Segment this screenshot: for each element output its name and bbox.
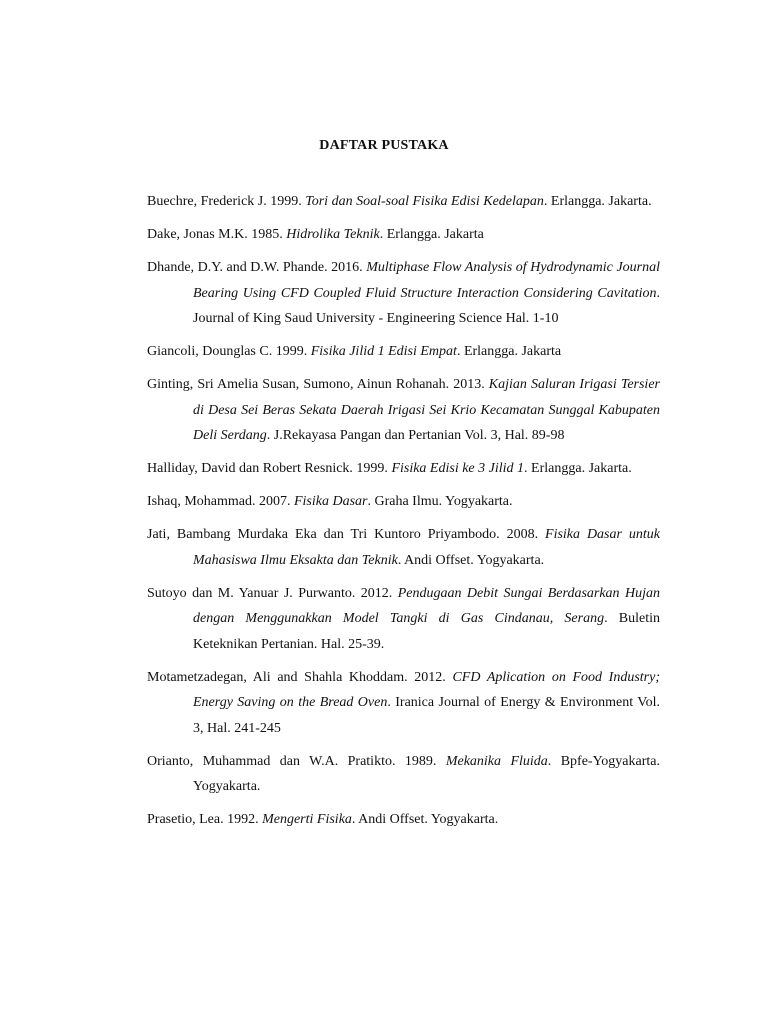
reference-title: Fisika Dasar [293, 494, 368, 509]
reference-text: Giancoli, Dounglas C. 1999. [147, 344, 311, 359]
reference-item [147, 749, 660, 800]
reference-text: Halliday, David dan Robert Resnick. 1999. [147, 461, 392, 476]
reference-publisher: . Journal of King Saud University - Engineering Science Hal. 1-10 [193, 285, 660, 326]
reference-text: Prasetio, Lea. 1992. [147, 812, 263, 827]
reference-publisher: . Erlangga. Jakarta [456, 344, 562, 359]
reference-item [147, 339, 660, 365]
reference-text: Dake, Jonas M.K. 1985. [147, 227, 287, 242]
reference-item [147, 372, 660, 449]
reference-publisher: . Buletin Keteknikan Pertanian. Hal. 25-39. [193, 611, 660, 652]
reference-item [147, 665, 660, 742]
reference-text: Ishaq, Mohammad. 2007. [147, 494, 294, 509]
reference-title: Mengerti Fisika [262, 812, 352, 827]
reference-text: Buechre, Frederick J. 1999. [147, 194, 306, 209]
reference-item [147, 189, 660, 215]
reference-text: Motametzadegan, Ali and Shahla Khoddam. 2012. [147, 669, 453, 685]
reference-publisher: . Andi Offset. Yogyakarta. [351, 812, 499, 827]
reference-publisher: . J.Rekayasa Pangan dan Pertanian Vol. 3, Hal. 89-98 [266, 428, 565, 443]
reference-title: Tori dan Soal-soal Fisika Edisi Kedelapan [305, 194, 544, 209]
reference-publisher: . Iranica Journal of Energy & Environment Vol. 3, Hal. 241-245 [193, 695, 660, 736]
reference-title: Mekanika Fluida [445, 753, 548, 769]
reference-title: Fisika Dasar untuk Mahasiswa Ilmu Eksakta dan Teknik [193, 527, 660, 568]
reference-item [147, 222, 660, 248]
reference-publisher: . Bpfe-Yogyakarta. Yogyakarta. [193, 753, 660, 794]
reference-publisher: . Erlangga. Jakarta [379, 227, 484, 242]
reference-item [147, 456, 660, 482]
reference-item [147, 489, 660, 515]
reference-title: Fisika Jilid 1 Edisi Empat [310, 344, 457, 359]
reference-text: Ginting, Sri Amelia Susan, Sumono, Ainun Rohanah. 2013. [147, 377, 489, 392]
reference-text: Sutoyo dan M. Yanuar J. Purwanto. 2012. [147, 585, 398, 601]
reference-publisher: . Erlangga. Jakarta. [524, 461, 632, 476]
reference-item [147, 581, 660, 658]
reference-text: Orianto, Muhammad dan W.A. Pratikto. 1989. [147, 753, 446, 769]
reference-item [147, 255, 660, 332]
reference-item [147, 807, 660, 833]
reference-title: Fisika Edisi ke 3 Jilid 1 [391, 461, 525, 476]
reference-text: Dhande, D.Y. and D.W. Phande. 2016. [147, 260, 367, 275]
reference-title: Pendugaan Debit Sungai Berdasarkan Hujan dengan Menggunakkan Model Tangki di Gas Cindanau, Serang [193, 585, 660, 626]
reference-title: Kajian Saluran Irigasi Tersier di Desa Sei Beras Sekata Daerah Irigasi Sei Krio Kecamatan Sunggal Kabupaten Deli Serdang [193, 377, 660, 443]
reference-title: Multiphase Flow Analysis of Hydrodynamic Journal Bearing Using CFD Coupled Fluid Structure Interaction Considering Cavitation [193, 260, 660, 301]
reference-publisher: . Andi Offset. Yogyakarta. [397, 552, 545, 568]
reference-item [147, 522, 660, 573]
reference-text: Jati, Bambang Murdaka Eka dan Tri Kuntoro Priyambodo. 2008. [147, 527, 546, 542]
reference-publisher: . Graha Ilmu. Yogyakarta. [367, 494, 513, 509]
reference-list [147, 189, 660, 840]
reference-title: Hidrolika Teknik [286, 227, 380, 242]
reference-title: CFD Aplication on Food Industry; Energy Saving on the Bread Oven [193, 669, 660, 710]
page-title: DAFTAR PUSTAKA [319, 138, 449, 153]
reference-publisher: . Erlangga. Jakarta. [543, 194, 652, 209]
